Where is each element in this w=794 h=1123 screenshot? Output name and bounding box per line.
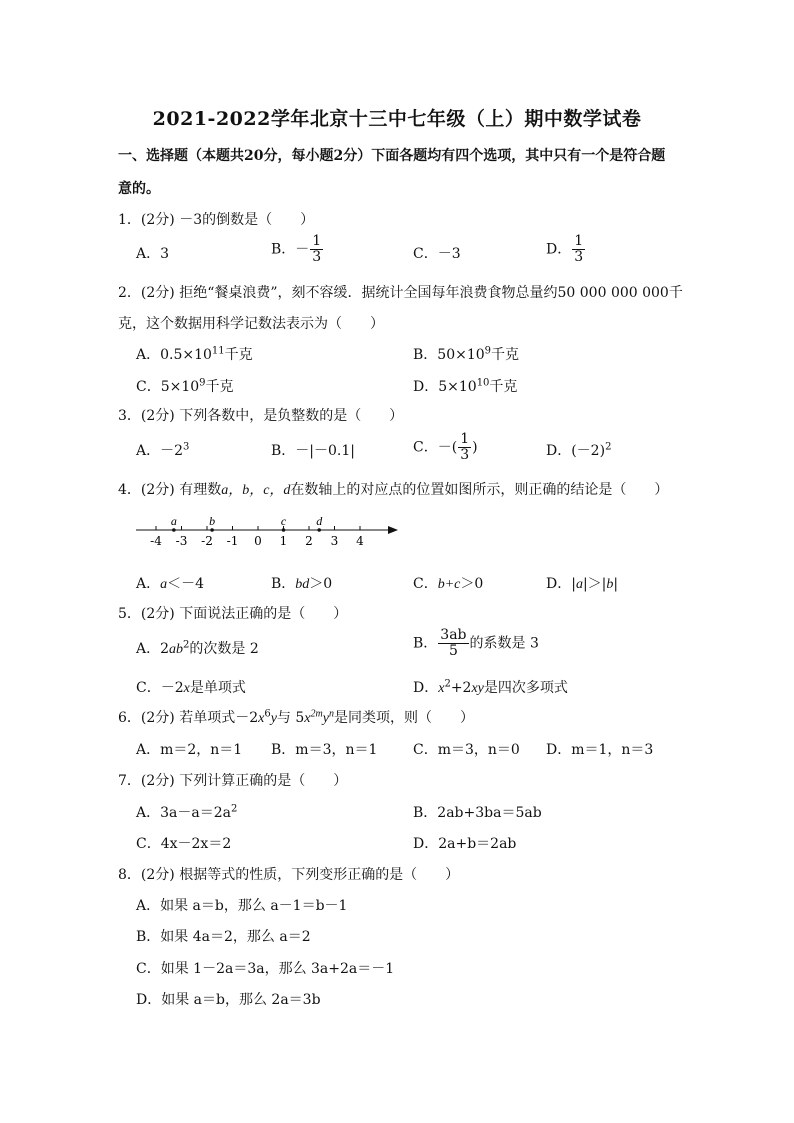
q5-b-num: 3ab [440, 627, 467, 643]
q5-a-exp: 2 [183, 639, 190, 651]
q5-b-den: 5 [448, 643, 458, 659]
number-line-arrow [388, 526, 398, 534]
q5-option-b[interactable] [413, 628, 539, 659]
q6-option-d[interactable]: D．m＝1，n＝3 [546, 742, 654, 758]
q4-option-c[interactable] [413, 573, 483, 593]
q6-option-b[interactable]: B．m＝3，n＝1 [271, 742, 378, 758]
q5-d-pre: D． [413, 680, 439, 696]
q3-c-prefix: C．－( [413, 439, 458, 456]
question-2-line2: 克，这个数据用科学记数法表示为（ ） [118, 316, 384, 332]
q1-d-num: 1 [574, 233, 584, 249]
number-line-point-label-a: a [170, 514, 177, 528]
q4-option-a[interactable] [136, 573, 204, 593]
q2-option-a[interactable] [136, 344, 253, 364]
q4-stem-post: 在数轴上的对应点的位置如图所示，则正确的结论是（ ） [290, 482, 669, 498]
q6-term2-var: x [304, 711, 311, 726]
q3-c-num: 1 [460, 431, 470, 447]
number-line-tick-label: 3 [330, 534, 339, 548]
q1-d-fraction [572, 234, 585, 265]
page-title: 2021-2022学年北京十三中七年级（上）期中数学试卷 [152, 108, 642, 130]
q2-b-base: B．50×10 [413, 347, 485, 363]
q2-c-exp: 9 [199, 377, 206, 389]
number-line-point-label-d: d [316, 514, 323, 528]
q1-d-prefix: D． [546, 241, 572, 258]
q4-option-d[interactable] [546, 573, 618, 593]
q6-term1-exp: 6 [264, 708, 271, 720]
q5-c-post: 是单项式 [189, 680, 246, 696]
q1-b-num: 1 [312, 233, 322, 249]
q3-option-a[interactable] [136, 440, 189, 460]
question-1-stem: 1．(2分) －3的倒数是（ ） [118, 212, 315, 228]
number-line-tick-label: -4 [150, 534, 162, 548]
number-line-figure [136, 512, 406, 548]
q3-c-den: 3 [460, 447, 470, 463]
q1-b-den: 3 [312, 249, 322, 265]
q5-b-pre: B． [413, 635, 438, 652]
q4-a-post: ＜－4 [167, 576, 205, 592]
q1-d-den: 3 [574, 249, 584, 265]
q4-d-var1: a [575, 577, 583, 592]
q1-option-b[interactable] [271, 234, 324, 265]
question-4-stem [118, 479, 668, 499]
q5-d-var2: xy [471, 681, 484, 696]
q7-option-a[interactable] [136, 802, 237, 822]
q4-stem-pre: 4．(2分) 有理数 [118, 482, 222, 498]
q4-stem-vars: a，b，c，d [221, 483, 291, 498]
q4-option-b[interactable] [271, 573, 332, 593]
q7-a-exp: 2 [230, 803, 238, 815]
q2-a-exp: 11 [211, 345, 225, 357]
q3-c-suffix: ) [472, 439, 478, 456]
q3-option-b[interactable]: B．－|－0.1| [271, 443, 355, 459]
q3-d-exp: 2 [605, 441, 612, 453]
q3-d-base: D．(－2) [546, 443, 606, 459]
q5-a-pre: A．2 [136, 641, 170, 657]
q7-option-c[interactable]: C．4x－2x＝2 [136, 836, 232, 852]
question-6-stem [118, 707, 474, 727]
q2-b-exp: 9 [484, 345, 492, 357]
q4-d-var2: b [606, 577, 614, 592]
q8-option-d[interactable]: D．如果 a＝b，那么 2a＝3b [136, 992, 321, 1008]
q5-d-post: 是四次多项式 [483, 680, 568, 696]
q4-a-var: a [160, 577, 168, 592]
q2-a-unit: 千克 [224, 347, 253, 363]
q5-b-fraction [438, 628, 468, 659]
q7-option-d[interactable]: D．2a+b＝2ab [413, 836, 517, 852]
q3-option-d[interactable] [546, 440, 611, 460]
q3-a-exp: 3 [183, 441, 190, 453]
q2-d-base: D．5×10 [413, 379, 477, 395]
number-line-tick-label: 0 [254, 534, 262, 548]
q4-b-post: ＞0 [309, 576, 333, 592]
section-heading-line1: 一、选择题（本题共20分，每小题2分）下面各题均有四个选项，其中只有一个是符合题 [118, 148, 666, 164]
section-heading-line2: 意的。 [118, 181, 160, 197]
number-line-tick-label: 4 [356, 534, 364, 548]
q8-option-c[interactable]: C．如果 1－2a＝3a，那么 3a+2a＝－1 [136, 961, 395, 977]
q4-b-pre: B． [271, 576, 296, 592]
q1-option-a[interactable]: A．3 [136, 246, 170, 262]
q5-c-var: x [183, 681, 190, 696]
q3-c-fraction [458, 432, 471, 463]
q6-term2-exp: 2m [310, 708, 323, 720]
q5-option-c[interactable] [136, 677, 246, 697]
question-3-stem: 3．(2分) 下列各数中，是负整数的是（ ） [118, 408, 404, 424]
q4-d-mid: |＞| [582, 576, 607, 592]
q5-a-post: 的次数是 2 [189, 641, 259, 657]
q2-d-exp: 10 [476, 377, 490, 389]
number-line-tick-label: -2 [201, 534, 213, 548]
q4-d-post: | [613, 576, 619, 592]
q7-a-text: A．3a－a＝2a [136, 805, 231, 821]
number-line-tick-label: 2 [305, 534, 313, 548]
q6-term1-var2: y [270, 711, 277, 726]
q5-option-d[interactable] [413, 677, 568, 697]
number-line-point-c [282, 528, 286, 532]
q6-option-a[interactable]: A．m＝2，n＝1 [136, 742, 243, 758]
number-line-point-a [172, 528, 176, 532]
q6-term2-exp2: n [328, 708, 334, 720]
q6-option-c[interactable]: C．m＝3，n＝0 [413, 742, 520, 758]
q6-term2-var2: y [322, 711, 329, 726]
number-line-point-d [317, 528, 321, 532]
q4-c-var: b+c [437, 577, 461, 592]
q2-option-d[interactable] [413, 376, 517, 396]
q8-option-a[interactable]: A．如果 a＝b，那么 a－1＝b－1 [136, 898, 348, 914]
q5-c-pre: C．－2 [136, 680, 184, 696]
number-line-tick-label: -3 [175, 534, 188, 548]
q6-term1-var: x [258, 711, 265, 726]
q5-a-var: ab [169, 642, 184, 657]
q5-option-a[interactable] [136, 638, 259, 658]
q4-a-pre: A． [136, 576, 161, 592]
q2-c-unit: 千克 [205, 379, 234, 395]
q3-a-base: A．－2 [136, 443, 184, 459]
q1-option-d[interactable] [546, 234, 586, 265]
q1-b-fraction [310, 234, 323, 265]
q2-option-b[interactable] [413, 344, 519, 364]
q6-stem-post: 是同类项，则（ ） [333, 710, 474, 726]
q2-b-unit: 千克 [491, 347, 520, 363]
q2-option-c[interactable] [136, 376, 234, 396]
q5-b-post: 的系数是 3 [469, 635, 539, 652]
q7-option-b[interactable]: B．2ab+3ba＝5ab [413, 805, 542, 821]
q4-b-var: bd [295, 577, 310, 592]
q2-d-unit: 千克 [489, 379, 518, 395]
number-line-point-label-c: c [280, 514, 287, 528]
q5-d-exp: 2 [444, 678, 451, 690]
question-5-stem: 5．(2分) 下面说法正确的是（ ） [118, 606, 348, 622]
q5-d-var1: x [438, 681, 445, 696]
number-line-tick-label: 1 [279, 534, 288, 548]
q4-d-pre: D．| [546, 576, 576, 592]
question-8-stem: 8．(2分) 根据等式的性质，下列变形正确的是（ ） [118, 867, 460, 883]
q1-option-c[interactable]: C．－3 [413, 246, 461, 262]
question-7-stem: 7．(2分) 下列计算正确的是（ ） [118, 773, 348, 789]
q5-d-mid: +2 [450, 680, 472, 696]
q4-c-post: ＞0 [460, 576, 484, 592]
number-line-tick-label: -1 [226, 534, 239, 548]
q3-option-c[interactable] [413, 432, 478, 463]
q8-option-b[interactable]: B．如果 4a＝2，那么 a＝2 [136, 929, 311, 945]
question-2-line1: 2．(2分) 拒绝“餐桌浪费”，刻不容缓．据统计全国每年浪费食物总量约50 000 000 000千 [118, 285, 683, 301]
q6-stem-pre: 6．(2分) 若单项式－2 [118, 710, 259, 726]
number-line-point-b [210, 528, 214, 532]
q2-a-base: A．0.5×10 [136, 347, 212, 363]
q6-stem-mid: 与 5 [276, 710, 305, 726]
number-line-point-label-b: b [209, 514, 216, 528]
q1-b-prefix: B．－ [271, 241, 310, 258]
q4-c-pre: C． [413, 576, 438, 592]
q2-c-base: C．5×10 [136, 379, 200, 395]
